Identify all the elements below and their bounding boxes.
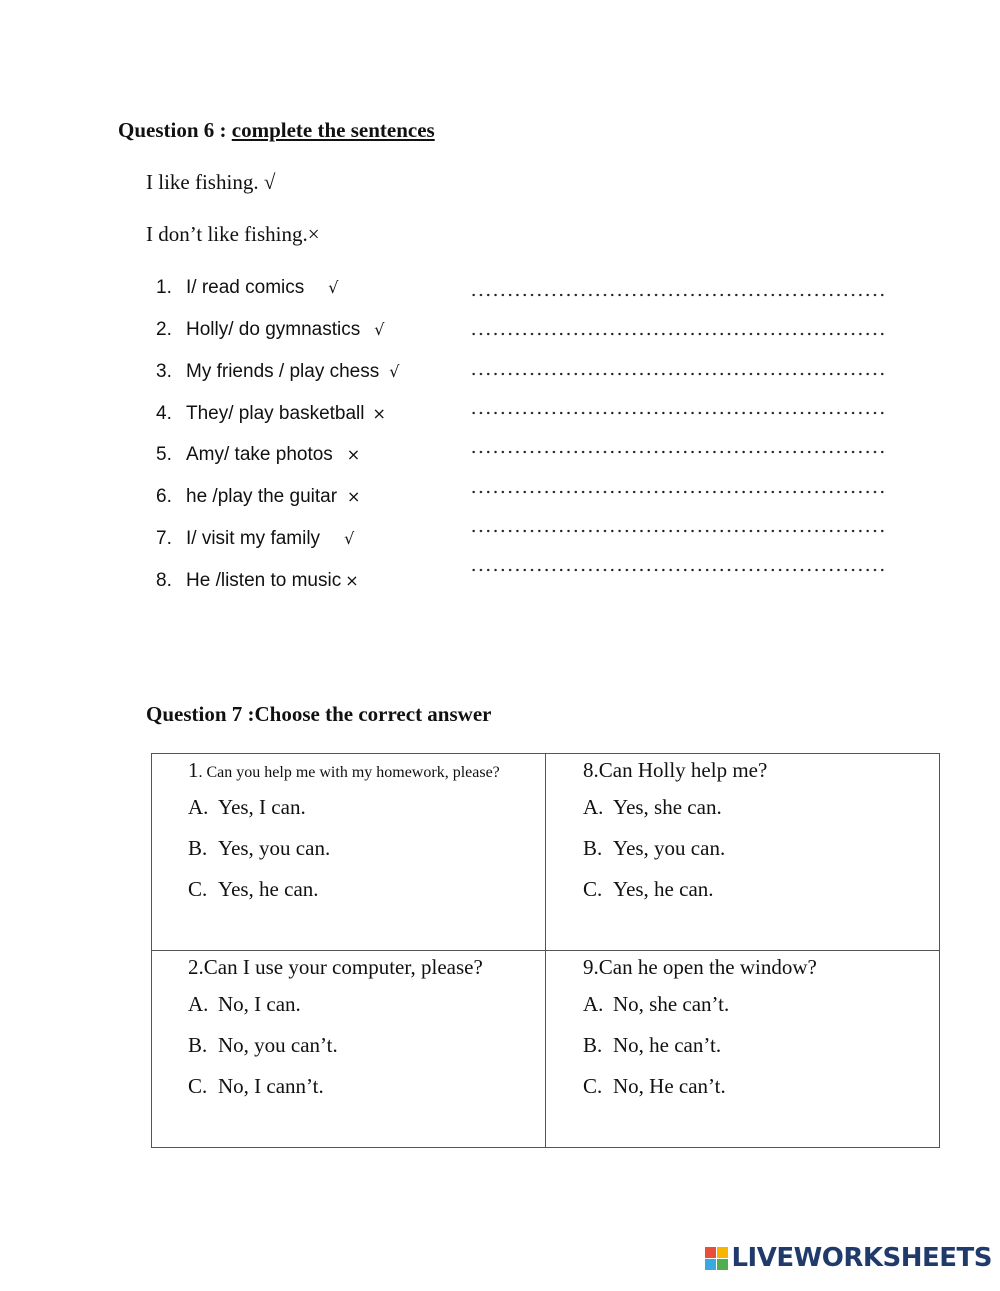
question-cell-8 [546,754,940,951]
option-a[interactable]: A. Yes, she can. [583,795,722,819]
liveworksheets-logo [705,1243,992,1273]
answer-table [151,753,940,1148]
answer-line-2[interactable] [470,330,888,338]
option-b[interactable]: B. No, he can’t. [583,1033,722,1057]
question-text: 9.Can he open the window? [583,955,817,979]
question-6-heading [118,118,435,143]
option-b[interactable]: B. Yes, you can. [188,836,331,860]
answer-line-6[interactable] [470,488,888,496]
list-item: 4. They/ play basketball × [156,403,386,424]
question-cell-9 [546,951,940,1148]
check-mark: √ [374,320,385,339]
question-cell-2 [152,951,546,1148]
option-a[interactable]: A. No, she can’t. [583,992,730,1016]
list-item: 7. I/ visit my family √ [156,528,355,549]
list-item: 1. I/ read comics √ [156,277,339,298]
logo-text: LIVEWORKSHEETS [731,1243,992,1273]
list-item: 5. Amy/ take photos × [156,444,361,465]
option-c[interactable]: C. Yes, he can. [188,877,319,901]
logo-blocks-icon [705,1247,728,1270]
question-text: 8.Can Holly help me? [583,758,768,782]
option-a[interactable]: A. Yes, I can. [188,795,306,819]
answer-line-3[interactable] [470,370,888,378]
check-mark: √ [344,529,355,548]
list-item: 2. Holly/ do gymnastics √ [156,319,385,340]
option-b[interactable]: B. No, you can’t. [188,1033,338,1057]
cross-mark: × [372,404,386,423]
option-c[interactable]: C. No, He can’t. [583,1074,726,1098]
answer-line-4[interactable] [470,409,888,417]
list-item: 8. He /listen to music × [156,570,359,591]
cross-mark: × [346,445,361,464]
option-a[interactable]: A. No, I can. [188,992,301,1016]
answer-line-7[interactable] [470,527,888,535]
cross-mark: × [345,571,359,590]
answer-line-1[interactable] [470,291,888,299]
check-mark: √ [389,362,400,381]
option-c[interactable]: C. Yes, he can. [583,877,714,901]
answer-line-8[interactable] [470,566,888,574]
question-text: 2.Can I use your computer, please? [188,955,483,979]
question-text: 1. Can you help me with my homework, please? [188,758,500,782]
question-7-heading: Question 7 :Choose the correct answer [146,702,492,726]
answer-line-5[interactable] [470,448,888,456]
example-negative: I don’t like fishing.× [146,222,320,246]
list-item: 6. he /play the guitar × [156,486,361,507]
question-6-label: Question 6 : [118,118,232,142]
example-positive: I like fishing. √ [146,170,276,194]
list-item: 3. My friends / play chess √ [156,361,400,382]
cross-mark: × [347,487,361,506]
option-c[interactable]: C. No, I cann’t. [188,1074,324,1098]
question-6-instruction: complete the sentences [231,118,435,142]
question-cell-1 [152,754,546,951]
check-mark: √ [328,278,339,297]
option-b[interactable]: B. Yes, you can. [583,836,726,860]
